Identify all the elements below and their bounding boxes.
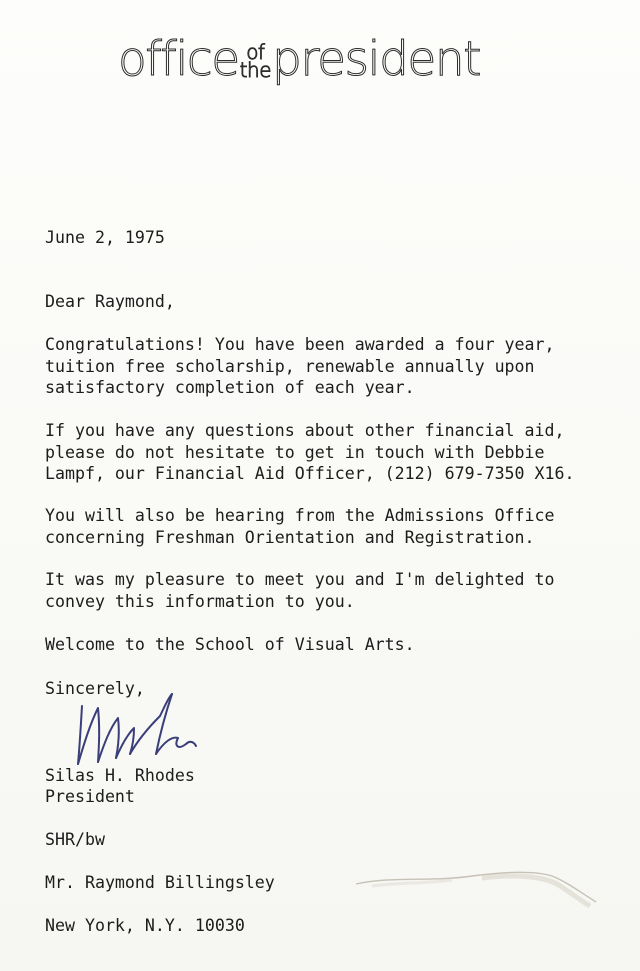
reference-initials: SHR/bw xyxy=(45,830,105,849)
letterhead-word-the: the xyxy=(239,58,271,82)
letter-paragraph-1: Congratulations! You have been awarded a four year, tuition free scholarship, renewable annually upon satisfactory completion of each year. xyxy=(45,335,555,397)
letter-paragraph-5: Welcome to the School of Visual Arts. xyxy=(45,635,415,654)
letter-closing: Sincerely, xyxy=(45,679,145,698)
signer-name: Silas H. Rhodes xyxy=(45,766,195,785)
letter-paragraph-2: If you have any questions about other financial aid, please do not hesitate to get in touch with Debbie Lampf, our Financial Aid Officer, (212) 679-7350 X16. xyxy=(45,421,575,483)
letterhead-word-of: of xyxy=(246,40,265,64)
recipient-name: Mr. Raymond Billingsley xyxy=(45,873,275,892)
letterhead-word-office: office xyxy=(118,32,239,87)
letterhead xyxy=(118,32,481,87)
letter-date: June 2, 1975 xyxy=(45,228,165,247)
letter-paragraph-3: You will also be hearing from the Admissions Office concerning Freshman Orientation and Registration. xyxy=(45,506,555,547)
letter-paragraph-4: It was my pleasure to meet you and I'm delighted to convey this information to you. xyxy=(45,570,555,611)
letterhead-word-president: president xyxy=(272,32,481,87)
recipient-city: New York, N.Y. 10030 xyxy=(45,916,245,935)
letter-salutation: Dear Raymond, xyxy=(45,292,175,311)
letterhead-stack xyxy=(239,40,271,82)
signer-title: President xyxy=(45,787,135,806)
paper-stain xyxy=(352,862,602,912)
handwritten-signature xyxy=(68,688,208,774)
